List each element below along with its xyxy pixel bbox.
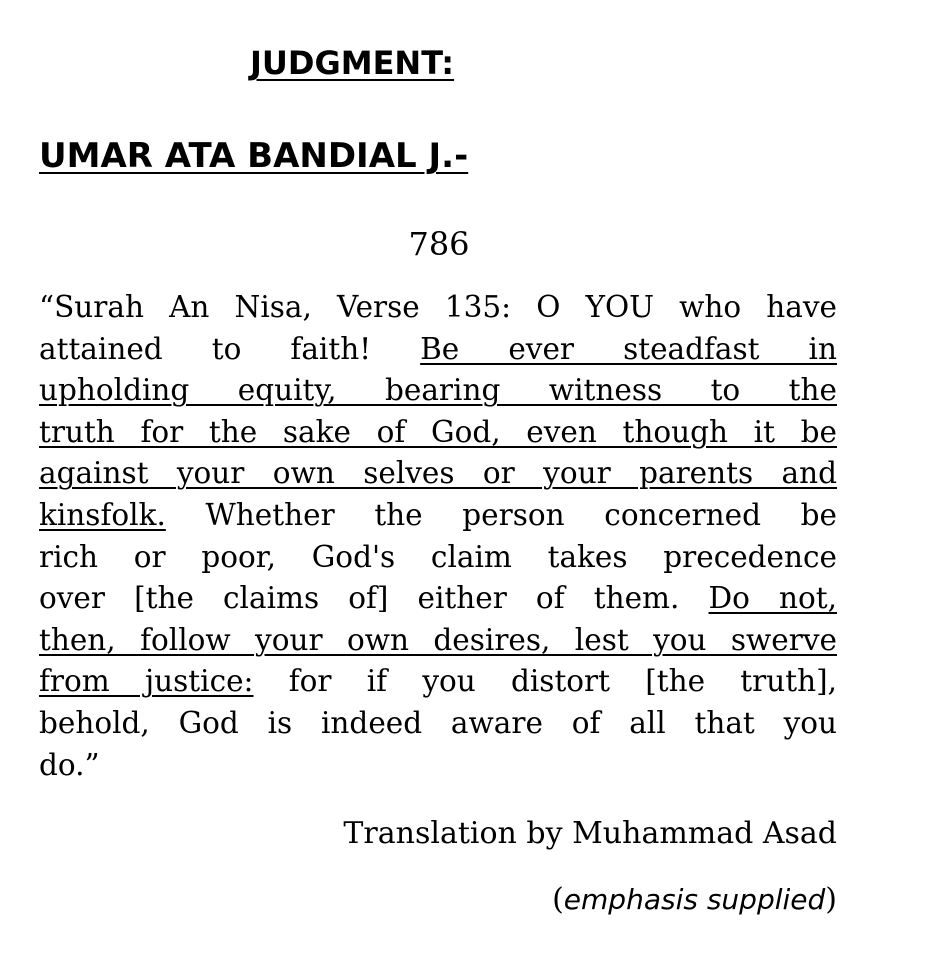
quote-line xyxy=(39,453,837,495)
emphasis-close-paren: ) xyxy=(825,882,837,917)
quote-line xyxy=(39,703,837,745)
emphasized-text: then, follow your own desires, lest you swerve xyxy=(39,622,837,657)
quoted-verse xyxy=(39,287,837,786)
quote-text: over [the claims of] either of them. xyxy=(39,581,709,616)
quote-line xyxy=(39,661,837,703)
quote-text: behold, God is indeed aware of all that you xyxy=(39,705,837,740)
quote-text: “Surah An Nisa, Verse 135: O YOU who have xyxy=(39,290,837,324)
quote-line xyxy=(39,620,837,662)
quote-line xyxy=(39,537,837,579)
quote-line xyxy=(39,329,837,371)
emphasized-text: upholding equity, bearing witness to the xyxy=(39,373,837,408)
emphasis-text: emphasis supplied xyxy=(563,883,826,916)
quote-line xyxy=(39,412,837,454)
quote-line xyxy=(39,745,837,787)
emphasized-text: truth for the sake of God, even though it be xyxy=(39,414,837,449)
quote-text: do.” xyxy=(39,747,100,782)
emphasis-open-paren: ( xyxy=(552,882,564,917)
quote-text: for if you distort [the truth], xyxy=(253,664,837,699)
translation-credit: Translation by Muhammad Asad xyxy=(343,816,837,851)
emphasis-note xyxy=(552,880,837,920)
quote-text: attained to faith! xyxy=(39,331,421,366)
quote-line xyxy=(39,495,837,537)
judge-name-heading: UMAR ATA BANDIAL J.- xyxy=(39,136,469,176)
judgment-heading: JUDGMENT: xyxy=(250,44,455,82)
quote-text: rich or poor, God's claim takes precedence xyxy=(39,539,837,574)
verse-number: 786 xyxy=(408,225,470,263)
emphasized-text: Do not, xyxy=(708,581,838,616)
quote-text: Whether the person concerned be xyxy=(165,497,837,532)
quote-line xyxy=(39,578,837,620)
quote-line xyxy=(39,287,837,329)
quote-line xyxy=(39,370,837,412)
emphasized-text: against your own selves or your parents and xyxy=(39,456,837,491)
emphasized-text: Be ever steadfast in xyxy=(420,331,837,366)
emphasized-text: kinsfolk. xyxy=(39,497,166,532)
emphasized-text: from justice: xyxy=(39,664,254,699)
